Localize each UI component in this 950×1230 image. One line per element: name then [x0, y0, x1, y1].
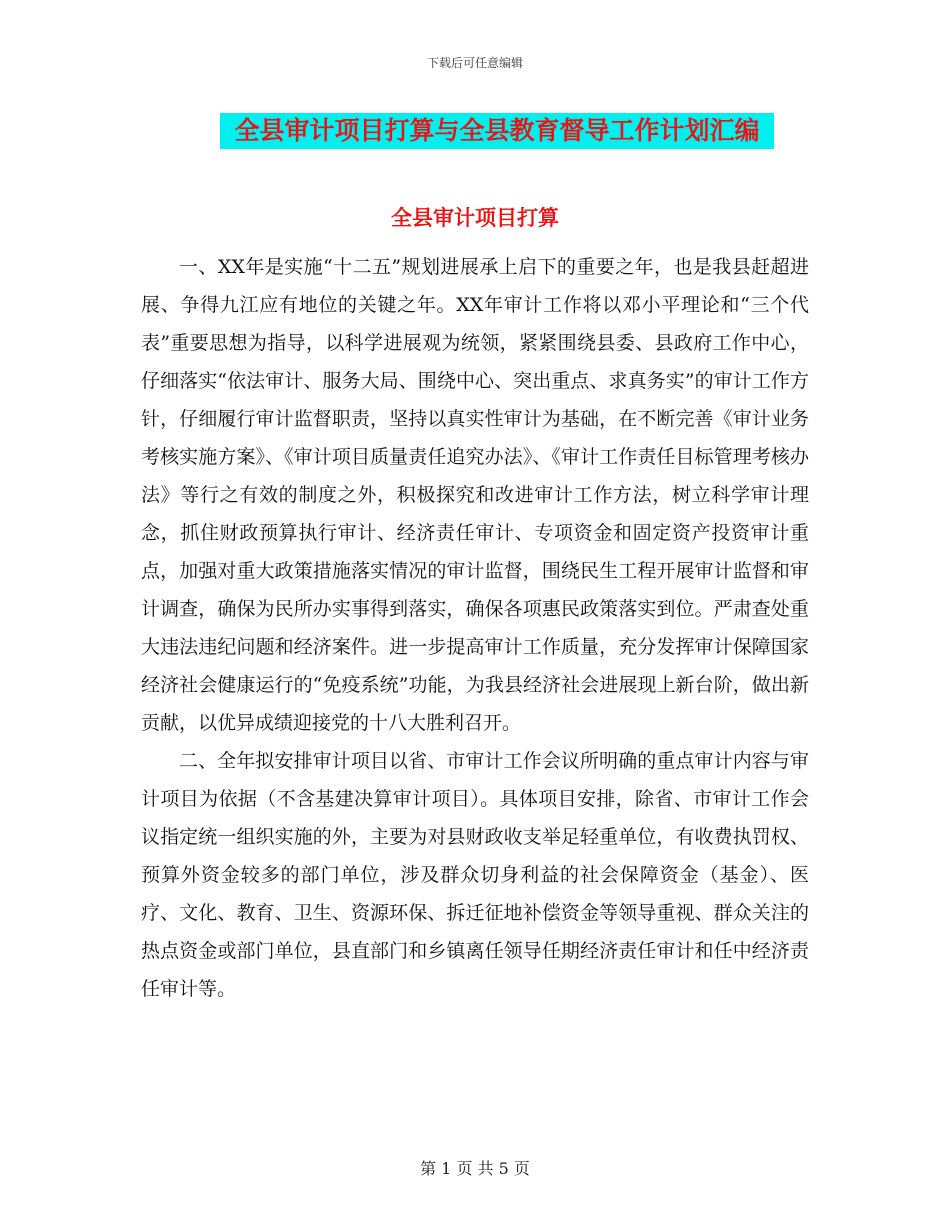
document-title: 全县审计项目打算与全县教育督导工作计划汇编: [220, 113, 774, 149]
page-footer: 第 1 页 共 5 页: [420, 1159, 530, 1178]
paragraph-2: 二、全年拟安排审计项目以省、市审计工作会议所明确的重点审计内容与审计项目为依据（不含基建决算审计项目）。具体项目安排，除省、市审计工作会议指定统一组织实施的外，主要为对县财政收支举足轻重单位，有收费执罚权、预算外资金较多的部门单位，涉及群众切身利益的社会保障资金（基金）、医疗、文化、教育、卫生、资源环保、拆迁征地补偿资金等领导重视、群众关注的热点资金或部门单位，县直部门和乡镇离任领导任期经济责任审计和任中经济责任审计等。: [141, 750, 809, 1000]
paragraph-1: 一、XX年是实施“十二五”规划进展承上启下的重要之年，也是我县赶超进展、争得九江应有地位的关键之年。XX年审计工作将以邓小平理论和“三个代表”重要思想为指导，以科学进展观为统领，紧紧围绕县委、县政府工作中心，仔细落实“依法审计、服务大局、围绕中心、突出重点、求真务实”的审计工作方针，仔细履行审计监督职责，坚持以真实性审计为基础，在不断完善《审计业务考核实施方案》、《审计项目质量责任追究办法》、《审计工作责任目标管理考核办法》等行之有效的制度之外，积极探究和改进审计工作方法，树立科学审计理念，抓住财政预算执行审计、经济责任审计、专项资金和固定资产投资审计重点，加强对重大政策措施落实情况的审计监督，围绕民生工程开展审计监督和审计调查，确保为民所办实事得到落实，确保各项惠民政策落实到位。严肃查处重大违法违纪问题和经济案件。进一步提高审计工作质量，充分发挥审计保障国家经济社会健康运行的“免疫系统”功能，为我县经济社会进展现上新台阶，做出新贡献，以优异成绩迎接党的十八大胜利召开。: [141, 256, 809, 734]
section-title: 全县审计项目打算: [391, 206, 559, 230]
document-body: [141, 248, 809, 1008]
header-note: 下载后可任意编辑: [426, 56, 523, 70]
